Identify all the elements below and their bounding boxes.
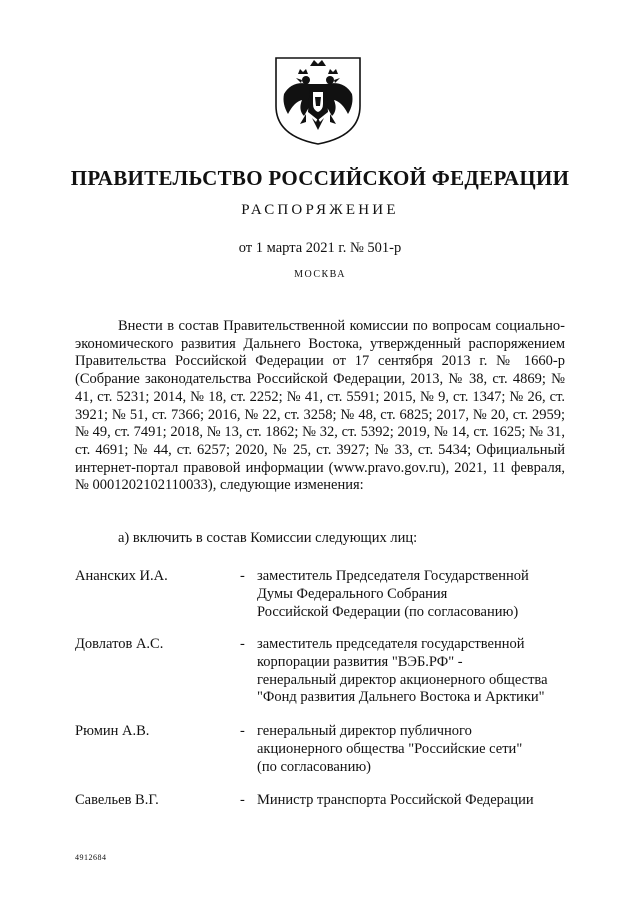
member-name: Довлатов А.С. xyxy=(75,636,164,652)
member-dash: - xyxy=(240,792,245,808)
member-name: Рюмин А.В. xyxy=(75,723,150,739)
member-description: генеральный директор публичного акционерного общества "Российские сети" (по согласованию) xyxy=(257,723,523,775)
member-dash: - xyxy=(240,636,245,652)
member-name: Савельев В.Г. xyxy=(75,792,159,808)
member-name: Ананских И.А. xyxy=(75,568,168,584)
government-title: ПРАВИТЕЛЬСТВО РОССИЙСКОЙ ФЕДЕРАЦИИ xyxy=(70,166,570,190)
document-type: РАСПОРЯЖЕНИЕ xyxy=(241,202,399,218)
document-city: МОСКВА xyxy=(294,269,346,280)
item-a-paragraph: а) включить в состав Комиссии следующих лиц: xyxy=(118,530,418,546)
document-code: 4912684 xyxy=(75,853,107,862)
member-description: Министр транспорта Российской Федерации xyxy=(257,792,534,808)
coat-of-arms-icon xyxy=(272,50,364,146)
member-dash: - xyxy=(240,568,245,584)
member-description: заместитель председателя государственной корпорации развития "ВЭБ.РФ" - генеральный директор акционерного общества "Фонд развития Дальнего Востока и Арктики" xyxy=(257,636,548,706)
document-date-number: от 1 марта 2021 г. № 501-р xyxy=(238,240,402,256)
member-description: заместитель Председателя Государственной Думы Федерального Собрания Российской Федерации (по согласованию) xyxy=(257,568,529,620)
intro-paragraph: Внести в состав Правительственной комиссии по вопросам социально-экономического развития Дальнего Востока, утвержденный распоряжением Правительства Российской Федерации от 17 сентября 2013 г. № 1660-р (Собрание законодательства Российской Федерации, 2013, № 38, ст. 4869; № 41, ст. 5231; 2014, № 18, ст. 2252; № 41, ст. 5591; 2015, № 9, ст. 1347; № 26, ст. 3921; № 51, ст. 7366; 2016, № 22, ст. 3258; № 48, ст. 6825; 2017, № 20, ст. 2959; № 49, ст. 7491; 2018, № 13, ст. 1862; № 32, ст. 5392; 2019, № 14, ст. 1625; № 31, ст. 4691; № 44, ст. 6257; 2020, № 25, ст. 3927; № 33, ст. 5434; Официальный интернет-портал правовой информации (www.pravo.gov.ru), 2021, 11 февраля, № 0001202102110033), следующие изменения: xyxy=(75,318,565,494)
member-dash: - xyxy=(240,723,245,739)
